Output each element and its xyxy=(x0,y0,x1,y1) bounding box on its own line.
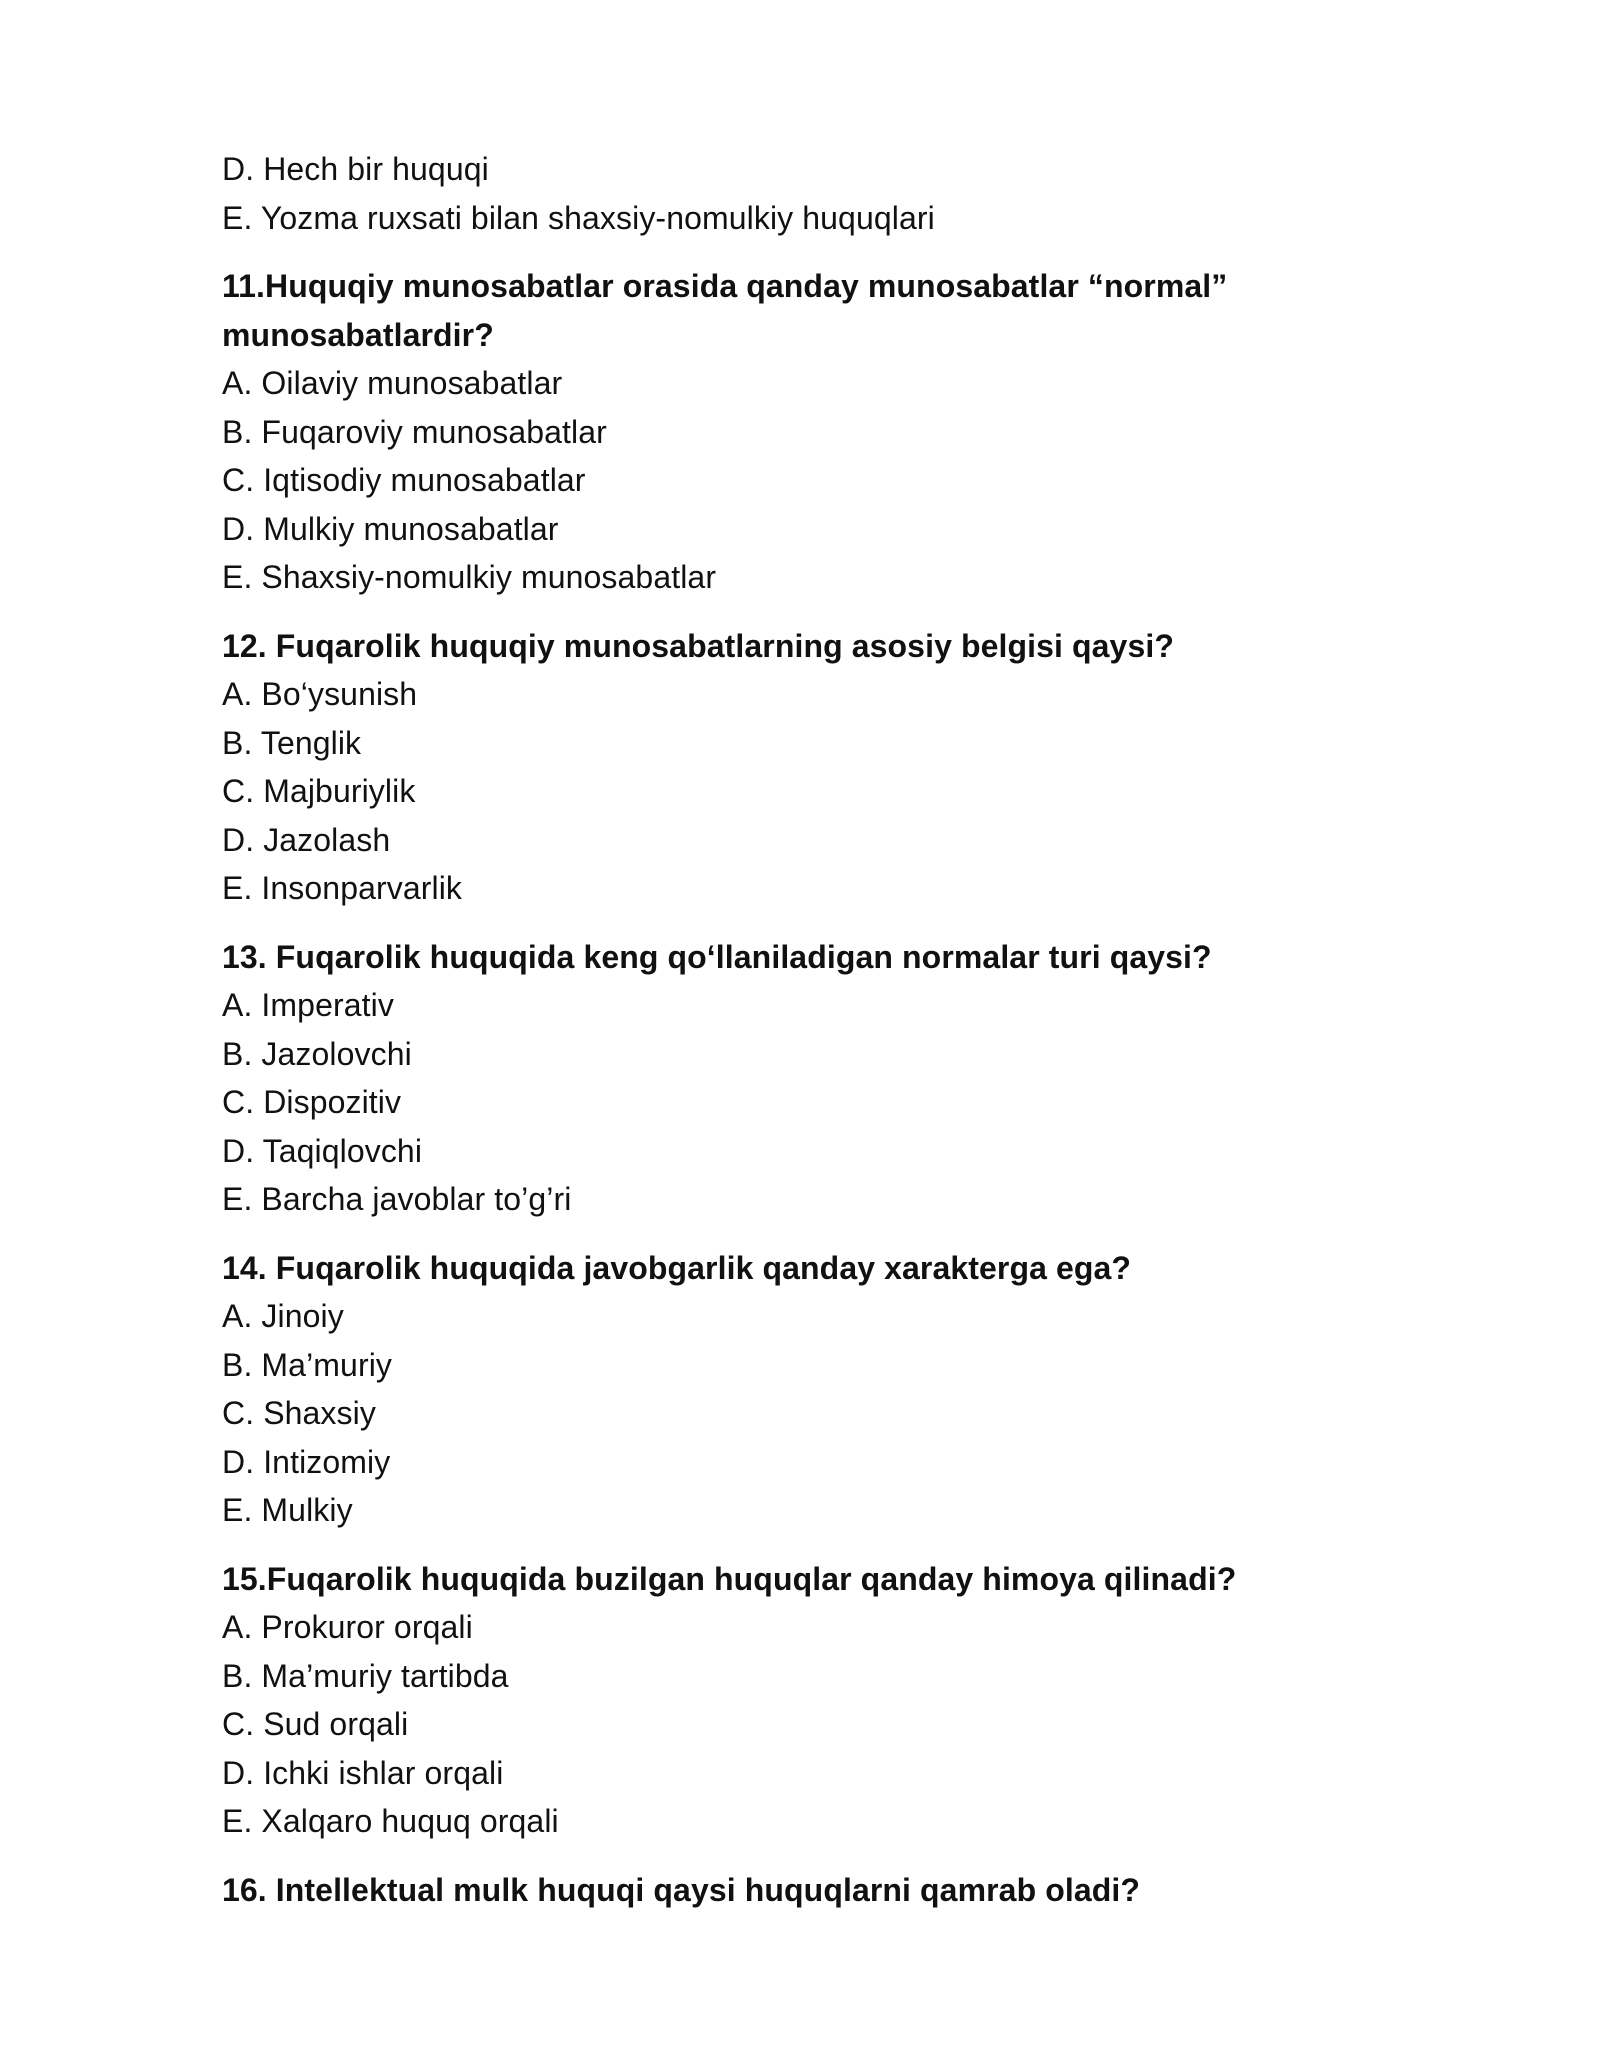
question-heading: 16. Intellektual mulk huquqi qaysi huquqlarni qamrab oladi? xyxy=(222,1871,1141,1908)
option-line: B. Jazolovchi xyxy=(222,1035,412,1072)
option-line: A. Bo‘ysunish xyxy=(222,676,418,712)
option-line: E. Barcha javoblar to’g’ri xyxy=(222,1181,572,1217)
option-line: C. Shaxsiy xyxy=(222,1395,376,1431)
option-line: D. Mulkiy munosabatlar xyxy=(222,510,559,547)
question-heading: 14. Fuqarolik huquqida javobgarlik qanday xarakterga ega? xyxy=(222,1249,1132,1286)
option-line: B. Ma’muriy xyxy=(222,1346,393,1383)
question-heading: 11.Huquqiy munosabatlar orasida qanday munosabatlar “normal” munosabatlardir? xyxy=(222,268,1228,353)
option-line: A. Prokuror orqali xyxy=(222,1609,473,1645)
option-line: B. Tenglik xyxy=(222,724,362,761)
option-line: C. Iqtisodiy munosabatlar xyxy=(222,462,586,498)
option-line: B. Ma’muriy tartibda xyxy=(222,1657,509,1694)
option-line: D. Hech bir huquqi xyxy=(222,151,489,187)
option-line: A. Jinoiy xyxy=(222,1298,344,1334)
document-content xyxy=(222,145,1382,1914)
option-line: E. Insonparvarlik xyxy=(222,870,463,906)
option-line: C. Majburiylik xyxy=(222,773,416,809)
option-line: C. Dispozitiv xyxy=(222,1084,402,1120)
option-line: E. Xalqaro huquq orqali xyxy=(222,1803,559,1839)
option-line: A. Oilaviy munosabatlar xyxy=(222,365,563,401)
option-line: D. Intizomiy xyxy=(222,1443,391,1480)
option-line: D. Jazolash xyxy=(222,821,391,858)
option-line: E. Shaxsiy-nomulkiy munosabatlar xyxy=(222,559,717,595)
option-line: B. Fuqaroviy munosabatlar xyxy=(222,413,607,450)
option-line: A. Imperativ xyxy=(222,987,394,1023)
option-line: D. Taqiqlovchi xyxy=(222,1132,423,1169)
question-heading: 12. Fuqarolik huquqiy munosabatlarning asosiy belgisi qaysi? xyxy=(222,627,1174,664)
option-line: E. Mulkiy xyxy=(222,1492,353,1528)
question-heading: 15.Fuqarolik huquqida buzilgan huquqlar qanday himoya qilinadi? xyxy=(222,1560,1237,1597)
option-line: D. Ichki ishlar orqali xyxy=(222,1754,504,1791)
question-heading: 13. Fuqarolik huquqida keng qo‘llaniladigan normalar turi qaysi? xyxy=(222,938,1212,975)
option-line: C. Sud orqali xyxy=(222,1706,409,1742)
option-line: E. Yozma ruxsati bilan shaxsiy-nomulkiy huquqlari xyxy=(222,199,935,236)
